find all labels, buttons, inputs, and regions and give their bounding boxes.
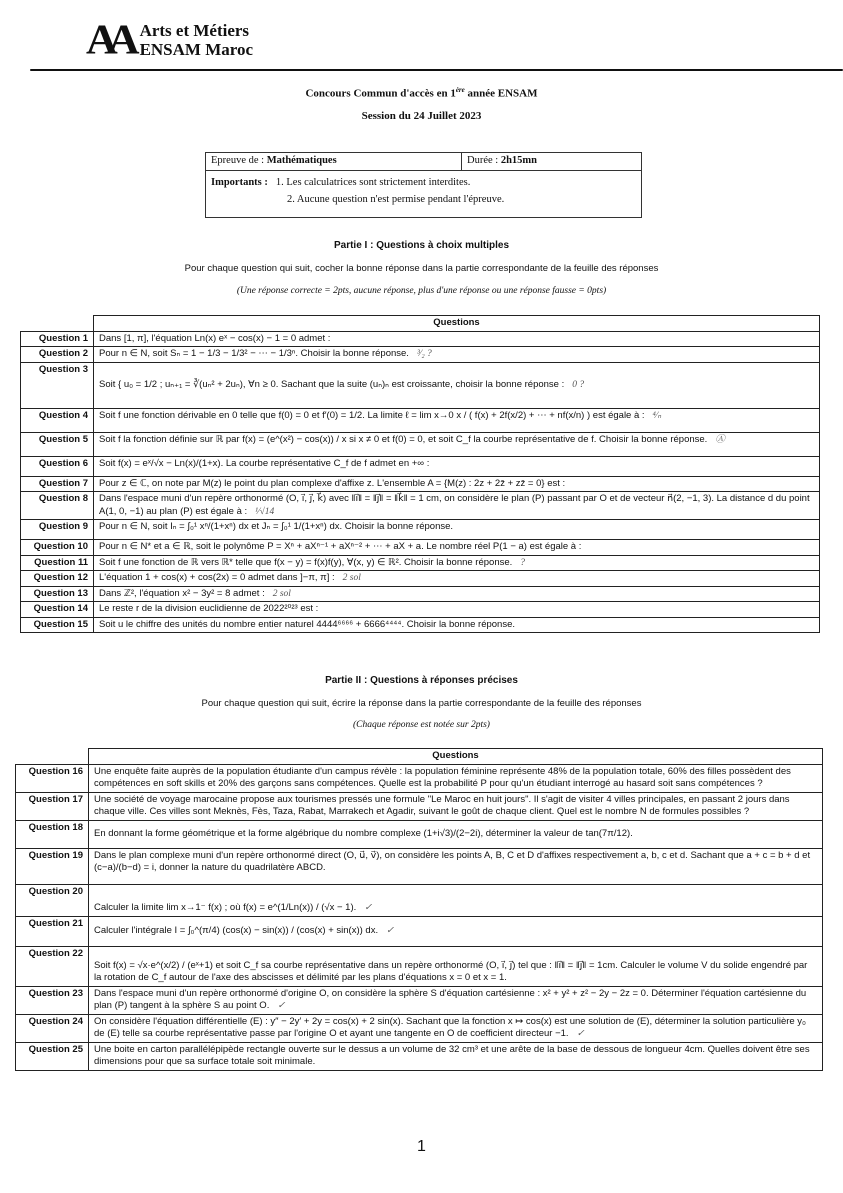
question-text: Dans l'espace muni d'un repère orthonormé d'origine O, on considère la sphère S d'équation cartésienne : x² + y² + z² − 2y − 2z = 0. Déterminer l'équation cartésienne du plan (P) tangent à la sphère S au point O. bbox=[94, 987, 807, 1011]
handwritten-checkmark: ✓ bbox=[277, 1001, 286, 1011]
table-row bbox=[21, 617, 820, 633]
question-text: Soit f une fonction dérivable en 0 telle que f(0) = 0 et f′(0) = 1/2. La limite ℓ = lim x→0 x / ( f(x) + 2f(x/2) + ⋯ + nf(x/n) ) est égale à : bbox=[99, 409, 645, 421]
exam-title bbox=[0, 86, 843, 100]
table-header: Questions bbox=[89, 749, 823, 765]
question-label: Question 22 bbox=[16, 946, 89, 986]
question-label: Question 24 bbox=[16, 1014, 89, 1042]
question-text: Soit u le chiffre des unités du nombre entier naturel 4444⁶⁶⁶⁶ + 6666⁴⁴⁴⁴. Choisir la bonne réponse. bbox=[99, 618, 516, 630]
question-text: L'équation 1 + cos(x) + cos(2x) = 0 admet dans ]−π, π] : bbox=[99, 572, 335, 583]
table-row bbox=[21, 362, 820, 408]
handwritten-note: ¹⁄√14 bbox=[255, 506, 275, 517]
question-text: On considère l'équation différentielle (E) : y″ − 2y′ + 2y = cos(x) + 2 sin(x). Sachant que la fonction x ↦ cos(x) est une solution de (E), déterminer la solution particulière y₀ de (E) telle sa courbe représentative passe par l'origine O et ayant une tangente en O de coefficient directeur −1. bbox=[94, 1015, 807, 1039]
table-corner bbox=[21, 316, 94, 332]
table-row bbox=[21, 492, 820, 520]
question-text: Le reste r de la division euclidienne de 2022²⁰²³ est : bbox=[99, 603, 319, 614]
table-row bbox=[16, 916, 823, 946]
table-row bbox=[16, 986, 823, 1014]
page-number: 1 bbox=[417, 1138, 426, 1155]
logo-mark: AA bbox=[86, 16, 130, 63]
question-text: Calculer l'intégrale I = ∫₀^(π/4) (cos(x) − sin(x)) / (cos(x) + sin(x)) dx. bbox=[94, 924, 379, 936]
question-label: Question 3 bbox=[21, 362, 94, 408]
importants-block bbox=[206, 171, 641, 211]
question-label: Question 8 bbox=[21, 492, 94, 520]
question-label: Question 18 bbox=[16, 820, 89, 848]
question-text: Une société de voyage marocaine propose aux tourismes pressés une formule "Le Maroc en huit jours". Il s'agit de visiter 4 villes principales, en passant 2 jours dans chaque ville. Ces villes sont Meknès, Fès, Taza, Rabat, Marrakech et Agadir, suivant le goût de chaque client. Quel est le nombre N de formules possibles ? bbox=[94, 793, 790, 817]
part1-instruction: Pour chaque question qui suit, cocher la bonne réponse dans la partie correspondante de la feuille des réponses bbox=[184, 263, 659, 274]
part2-title: Partie II : Questions à réponses précises bbox=[325, 675, 518, 686]
part1-questions-table bbox=[20, 315, 820, 633]
table-row bbox=[21, 555, 820, 571]
table-corner bbox=[16, 749, 89, 765]
epreuve-value: Mathématiques bbox=[266, 155, 337, 166]
question-label: Question 4 bbox=[21, 408, 94, 432]
question-text: Dans l'espace muni d'un repère orthonormé (O, i⃗, j⃗, k⃗) avec ‖i⃗‖ = ‖j⃗‖ = ‖k⃗‖ = 1 cm, on considère le plan (P) passant par O et de vecteur n⃗(2, −1, 3). La distance d du point A(1, 0, −1) au plan (P) est égale à : bbox=[99, 493, 810, 517]
question-label: Question 21 bbox=[16, 916, 89, 946]
question-label: Question 19 bbox=[16, 848, 89, 884]
part2-scoring-note: (Chaque réponse est notée sur 2pts) bbox=[353, 720, 490, 730]
table-row bbox=[16, 884, 823, 916]
logo-text bbox=[140, 21, 253, 59]
question-text: En donnant la forme géométrique et la forme algébrique du nombre complexe (1+i√3)/(2−2i), déterminer la valeur de tan(7π/12). bbox=[94, 827, 633, 839]
question-label: Question 14 bbox=[21, 602, 94, 618]
question-label: Question 1 bbox=[21, 331, 94, 347]
table-row bbox=[21, 456, 820, 476]
question-label: Question 25 bbox=[16, 1042, 89, 1070]
title-suffix: année ENSAM bbox=[464, 87, 538, 100]
duree-label: Durée : bbox=[467, 155, 501, 166]
table-row bbox=[21, 571, 820, 587]
question-label: Question 7 bbox=[21, 476, 94, 492]
question-label: Question 16 bbox=[16, 764, 89, 792]
question-text: Pour n ∈ N, soit Sₙ = 1 − 1/3 − 1/3² − ⋯ − 1/3ⁿ. Choisir la bonne réponse. bbox=[99, 348, 409, 359]
question-text: Dans le plan complexe muni d'un repère orthonormé direct (O, u⃗, v⃗), on considère les points A, B, C et D d'affixes respectivement a, b, c et d. Sachant que a + c = b + d et (c−a)/(b−d) = i, donner la nature du quadrilatère ABCD. bbox=[94, 849, 811, 873]
handwritten-note: ³⁄₂ ? bbox=[416, 349, 432, 359]
handwritten-checkmark: ✓ bbox=[576, 1029, 585, 1039]
table-row bbox=[21, 476, 820, 492]
title-sup: ère bbox=[455, 86, 465, 94]
question-label: Question 2 bbox=[21, 347, 94, 363]
header-rule bbox=[30, 69, 843, 71]
question-label: Question 17 bbox=[16, 792, 89, 820]
table-row bbox=[21, 331, 820, 347]
question-text: Une enquête faite auprès de la population étudiante d'un campus révèle : la population féminine représente 48% de la population totale, 60% des filles possèdent des compétences en soft skills et 20% des garçons sans compétences. Quelle est la probabilité P pour qu'un étudiant interrogé au hasard soit sans compétences ? bbox=[94, 765, 791, 789]
handwritten-note: 2 sol bbox=[272, 588, 291, 599]
importants-label: Importants : bbox=[211, 177, 268, 188]
question-text: Pour n ∈ N* et a ∈ ℝ, soit le polynôme P = Xⁿ + aXⁿ⁻¹ + aXⁿ⁻² + ⋯ + aX + a. Le nombre réel P(1 − a) est égale à : bbox=[99, 541, 582, 552]
table-row bbox=[21, 586, 820, 602]
question-label: Question 15 bbox=[21, 617, 94, 633]
logo-line-2: ENSAM Maroc bbox=[139, 40, 254, 59]
rule-1: 1. Les calculatrices sont strictement interdites. bbox=[275, 177, 471, 188]
handwritten-note: 0 ? bbox=[572, 379, 585, 390]
question-text: Pour z ∈ ℂ, on note par M(z) le point du plan complexe d'affixe z. L'ensemble A = {M(z) : 2z + 2z̄ + zz̄ = 0} est : bbox=[99, 477, 566, 489]
question-text: Dans [1, π], l'équation Ln(x) eˣ − cos(x) − 1 = 0 admet : bbox=[99, 332, 331, 344]
table-row bbox=[16, 792, 823, 820]
question-label: Question 13 bbox=[21, 586, 94, 602]
handwritten-note: Ⓐ bbox=[715, 434, 725, 445]
table-row bbox=[16, 1042, 823, 1070]
table-row bbox=[21, 540, 820, 556]
table-row bbox=[16, 820, 823, 848]
question-text: Dans ℤ², l'équation x² − 3y² = 8 admet : bbox=[99, 587, 265, 599]
table-row bbox=[16, 848, 823, 884]
question-text: Une boite en carton parallélépipède rectangle ouverte sur le dessus a un volume de 32 cm³ et une arête de la base de dessous de longueur 4cm. Quelles doivent être ses dimensions pour que sa surface totale soit minimale. bbox=[94, 1043, 810, 1067]
title-prefix: Concours Commun d'accès en 1 bbox=[305, 87, 456, 100]
handwritten-note: ⁴⁄ₙ bbox=[652, 410, 662, 421]
epreuve-cell bbox=[206, 153, 462, 170]
question-text: Soit { u₀ = 1/2 ; uₙ₊₁ = ∛(uₙ² + 2uₙ), ∀n ≥ 0. Sachant que la suite (uₙ)ₙ est croissante, choisir la bonne réponse : bbox=[99, 378, 565, 390]
session-date: Session du 24 Juillet 2023 bbox=[361, 110, 482, 122]
question-text: Pour n ∈ N, soit Iₙ = ∫₀¹ xⁿ/(1+xⁿ) dx et Jₙ = ∫₀¹ 1/(1+xⁿ) dx. Choisir la bonne réponse. bbox=[99, 521, 454, 532]
table-row bbox=[21, 408, 820, 432]
duree-value: 2h15mn bbox=[500, 155, 538, 166]
question-label: Question 12 bbox=[21, 571, 94, 587]
question-label: Question 11 bbox=[21, 555, 94, 571]
question-label: Question 10 bbox=[21, 540, 94, 556]
table-row bbox=[21, 602, 820, 618]
question-label: Question 23 bbox=[16, 986, 89, 1014]
question-text: Soit f(x) = √x·e^(x/2) / (eˣ+1) et soit C_f sa courbe représentative dans un repère orthonormé (O, i⃗, j⃗) tel que : ‖i⃗‖ = ‖j⃗‖ = 1cm. Calculer le volume V du solide engendré par la rotation de C_f autour de l'axe des abscisses et délimité par les plans d'équations x = 0 et x = 1. bbox=[94, 959, 808, 983]
ensam-logo bbox=[86, 18, 253, 62]
question-text: Soit f la fonction définie sur ℝ par f(x) = (e^(x²) − cos(x)) / x si x ≠ 0 et f(0) = 0, et soit C_f la courbe représentative de f. Choisir la bonne réponse. bbox=[99, 433, 708, 445]
part1-scoring-note: (Une réponse correcte = 2pts, aucune réponse, plus d'une réponse ou une réponse fausse = 0pts) bbox=[236, 286, 607, 296]
question-label: Question 5 bbox=[21, 432, 94, 456]
part2-questions-table bbox=[15, 748, 823, 1071]
table-header: Questions bbox=[94, 316, 820, 332]
table-row bbox=[16, 764, 823, 792]
exam-info-box bbox=[205, 152, 642, 218]
table-row bbox=[21, 347, 820, 363]
question-label: Question 9 bbox=[21, 520, 94, 540]
table-row bbox=[21, 520, 820, 540]
rule-2: 2. Aucune question n'est permise pendant l'épreuve. bbox=[287, 194, 505, 205]
question-label: Question 6 bbox=[21, 456, 94, 476]
question-text: Soit f une fonction de ℝ vers ℝ* telle que f(x − y) = f(x)f(y), ∀(x, y) ∈ ℝ². Choisir la bonne réponse. bbox=[99, 556, 513, 568]
handwritten-note: 2 sol bbox=[342, 573, 361, 583]
logo-line-1: Arts et Métiers bbox=[139, 21, 250, 40]
table-row bbox=[16, 946, 823, 986]
handwritten-note: ? bbox=[520, 557, 526, 568]
handwritten-checkmark: ✓ bbox=[386, 925, 395, 936]
part1-title: Partie I : Questions à choix multiples bbox=[333, 240, 510, 251]
handwritten-checkmark: ✓ bbox=[364, 903, 373, 913]
part2-instruction: Pour chaque question qui suit, écrire la réponse dans la partie correspondante de la feuille des réponses bbox=[201, 698, 642, 709]
table-row bbox=[16, 1014, 823, 1042]
question-label: Question 20 bbox=[16, 884, 89, 916]
epreuve-label: Epreuve de : bbox=[211, 155, 267, 166]
question-text: Calculer la limite lim x→1⁻ f(x) ; où f(x) = e^(1/Ln(x)) / (√x − 1). bbox=[94, 902, 357, 913]
table-row bbox=[21, 432, 820, 456]
duree-cell bbox=[462, 153, 542, 170]
question-text: Soit f(x) = eˣ/√x − Ln(x)/(1+x). La courbe représentative C_f de f admet en +∞ : bbox=[99, 457, 430, 469]
